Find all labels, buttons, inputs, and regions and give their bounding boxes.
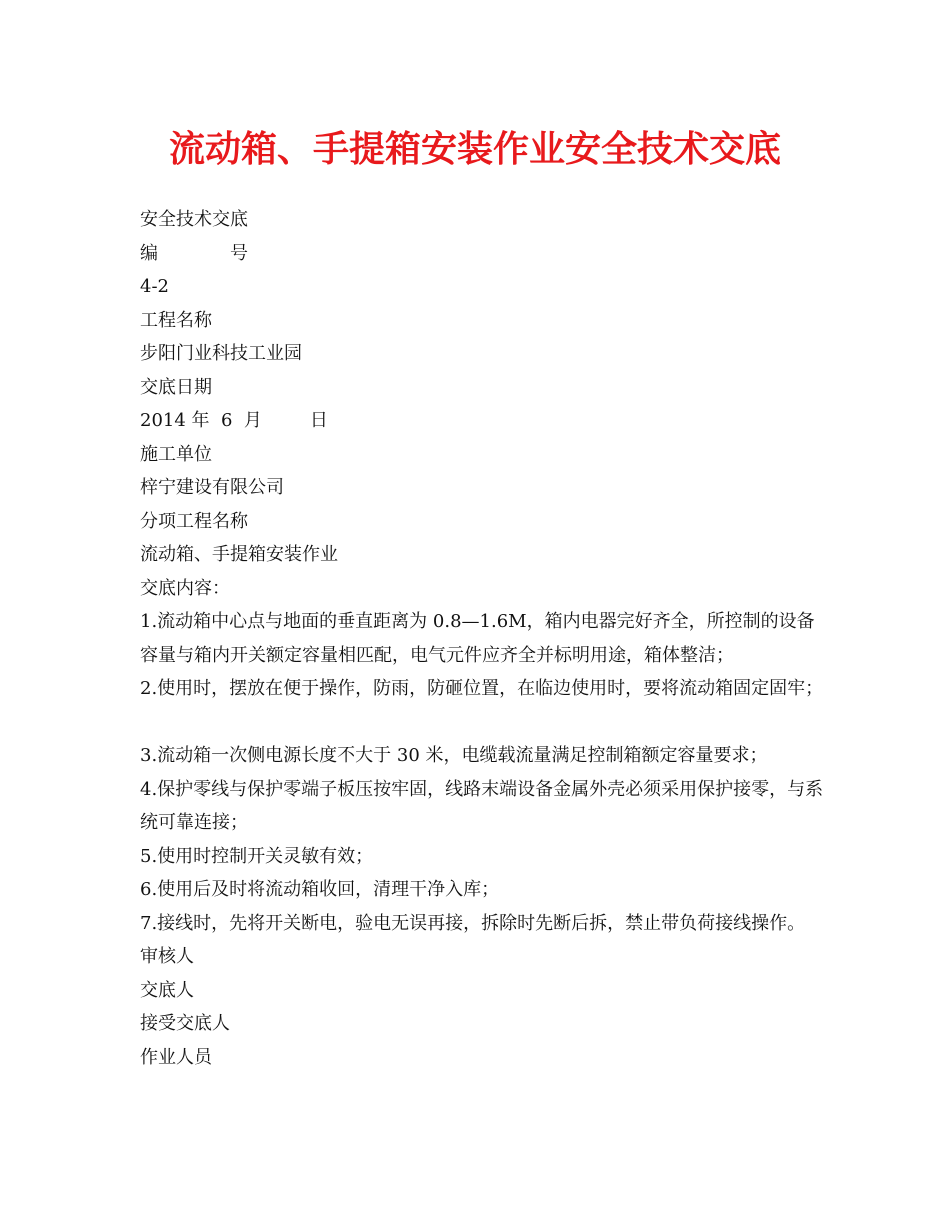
date-value <box>140 404 830 438</box>
content-item-5: 5.使用时控制开关灵敏有效； <box>140 845 374 867</box>
content-item-7: 7.接线时，先将开关断电，验电无误再接，拆除时先断后拆，禁止带负荷接线操作。 <box>140 912 806 934</box>
subproject-value: 流动箱、手提箱安装作业 <box>140 544 338 565</box>
receiver-label: 接受交底人 <box>140 1013 230 1034</box>
worker-label: 作业人员 <box>140 1046 212 1068</box>
content-item-2: 2.使用时，摆放在便于操作，防雨，防砸位置，在临边使用时，要将流动箱固定固牢； <box>140 678 824 699</box>
reviewer-label: 审核人 <box>140 946 194 967</box>
date-value-year-month: 2014 年 6 月 <box>140 410 262 431</box>
document-title: 流动箱、手提箱安装作业安全技术交底 <box>168 128 781 170</box>
content-item-4: 4.保护零线与保护零端子板压按牢固，线路末端设备金属外壳必须采用保护接零，与系统可靠连接； <box>140 778 824 833</box>
project-name-value: 步阳门业科技工业园 <box>140 343 302 364</box>
number-label-left: 编 <box>140 242 158 264</box>
date-label: 交底日期 <box>140 376 212 398</box>
project-name-label: 工程名称 <box>140 309 212 331</box>
number-label <box>140 237 830 271</box>
construction-unit-label: 施工单位 <box>140 443 212 465</box>
content-item-1: 1.流动箱中心点与地面的垂直距离为 0.8—1.6M，箱内电器完好齐全，所控制的设备容量与箱内开关额定容量相匹配，电气元件应齐全并标明用途，箱体整洁； <box>140 611 815 666</box>
header-label: 安全技术交底 <box>140 209 248 230</box>
construction-unit-value: 梓宁建设有限公司 <box>140 477 284 498</box>
number-label-right: 号 <box>230 242 248 264</box>
content-item-3: 3.流动箱一次侧电源长度不大于 30 米，电缆载流量满足控制箱额定容量要求； <box>140 745 768 766</box>
content-item-6: 6.使用后及时将流动箱收回，清理干净入库； <box>140 879 500 900</box>
date-value-day: 日 <box>309 410 328 431</box>
content-label: 交底内容： <box>140 577 230 599</box>
number-value: 4-2 <box>140 276 169 297</box>
discloser-label: 交底人 <box>140 979 194 1001</box>
subproject-label: 分项工程名称 <box>140 510 248 532</box>
document-body <box>140 203 830 1074</box>
